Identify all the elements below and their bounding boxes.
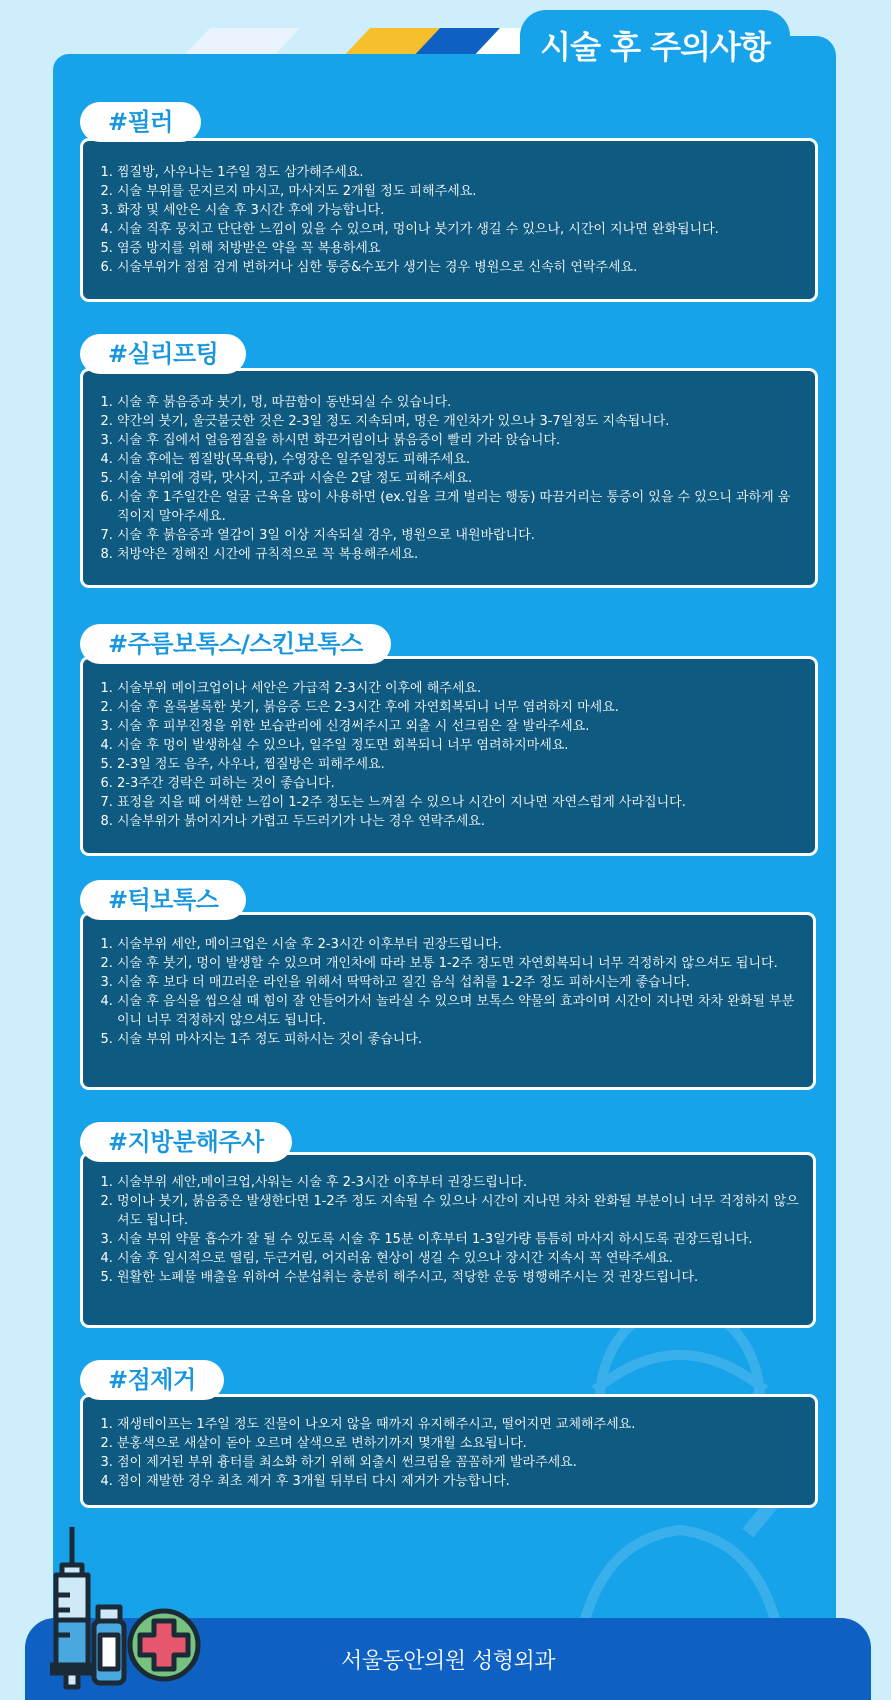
list-item: 8. 처방약은 정해진 시간에 규칙적으로 꼭 복용해주세요.	[117, 545, 801, 564]
section-fat-dissolving	[80, 1122, 816, 1328]
section-box	[80, 1394, 818, 1508]
syringe-icon	[50, 1525, 205, 1690]
section-wrinkle-botox	[80, 624, 818, 856]
list-item: 6. 시술부위가 점점 검게 변하거나 심한 통증&수포가 생기는 경우 병원으로 신속히 연락주세요.	[117, 258, 801, 277]
list-item: 3. 점이 제거된 부위 흉터를 최소화 하기 위해 외출시 썬크림을 꼼꼼하게 발라주세요.	[117, 1453, 801, 1472]
list-item: 2. 시술 부위를 문지르지 마시고, 마사지도 2개월 정도 피해주세요.	[117, 182, 801, 201]
instruction-list	[83, 659, 815, 831]
list-item: 1. 시술부위 메이크업이나 세안은 가급적 2-3시간 이후에 해주세요.	[117, 679, 801, 698]
instruction-list	[83, 1397, 815, 1491]
section-tag: #턱보톡스	[80, 880, 246, 920]
list-item: 4. 점이 재발한 경우 최초 제거 후 3개월 뒤부터 다시 제거가 가능합니다.	[117, 1472, 801, 1491]
instruction-list	[83, 1155, 813, 1287]
section-box	[80, 368, 818, 588]
section-box	[80, 138, 818, 302]
list-item: 2. 멍이나 붓기, 붉음증은 발생한다면 1-2주 정도 지속될 수 있으나 시간이 지나면 차차 완화될 부분이니 너무 걱정하지 않으셔도 됩니다.	[117, 1192, 799, 1230]
list-item: 3. 시술 후 보다 더 매끄러운 라인을 위해서 딱딱하고 질긴 음식 섭취를 1-2주 정도 피하시는게 좋습니다.	[117, 973, 799, 992]
medical-cross-icon	[130, 1611, 198, 1679]
list-item: 4. 시술 후 음식을 씹으실 때 힘이 잘 안들어가서 놀라실 수 있으며 보톡스 약물의 효과이며 시간이 지나면 차차 완화될 부분이니 너무 걱정하지 않으셔도 됩니다.	[117, 992, 799, 1030]
list-item: 3. 화장 및 세안은 시술 후 3시간 후에 가능합니다.	[117, 201, 801, 220]
list-item: 5. 시술 부위에 경락, 맛사지, 고주파 시술은 2달 정도 피해주세요.	[117, 469, 801, 488]
list-item: 2. 시술 후 올록볼록한 붓기, 붉음증 드은 2-3시간 후에 자연회복되니 너무 염려하지 마세요.	[117, 698, 801, 717]
list-item: 5. 2-3일 정도 음주, 사우나, 찜질방은 피해주세요.	[117, 755, 801, 774]
list-item: 1. 시술 후 붉음증과 붓기, 멍, 따끔함이 동반되실 수 있습니다.	[117, 393, 801, 412]
list-item: 5. 염증 방지를 위해 처방받은 약을 꼭 복용하세요	[117, 239, 801, 258]
section-tag: #필러	[80, 102, 201, 142]
section-box	[80, 912, 816, 1090]
list-item: 5. 원활한 노폐물 배출을 위하여 수분섭취는 충분히 해주시고, 적당한 운동 병행해주시는 것 권장드립니다.	[117, 1268, 799, 1287]
medicine-bottle-icon	[94, 1607, 124, 1683]
section-tag: #실리프팅	[80, 334, 246, 374]
section-tag: #점제거	[80, 1360, 224, 1400]
section-filler	[80, 102, 818, 302]
list-item: 2. 시술 후 붓기, 멍이 발생할 수 있으며 개인차에 따라 보통 1-2주 정도면 자연회복되니 너무 걱정하지 않으셔도 됩니다.	[117, 954, 799, 973]
list-item: 1. 찜질방, 사우나는 1주일 정도 삼가해주세요.	[117, 163, 801, 182]
list-item: 4. 시술 후에는 찜질방(목욕탕), 수영장은 일주일정도 피해주세요.	[117, 450, 801, 469]
list-item: 6. 2-3주간 경락은 피하는 것이 좋습니다.	[117, 774, 801, 793]
section-mole-removal	[80, 1360, 818, 1508]
list-item: 3. 시술 후 피부진정을 위한 보습관리에 신경써주시고 외출 시 선크림은 잘 발라주세요.	[117, 717, 801, 736]
instruction-list	[83, 371, 815, 564]
list-item: 1. 시술부위 세안,메이크업,사워는 시술 후 2-3시간 이후부터 권장드립니다.	[117, 1173, 799, 1192]
list-item: 3. 시술 후 집에서 얼음찜질을 하시면 화끈거림이나 붉음증이 빨리 가라 앉습니다.	[117, 431, 801, 450]
section-jaw-botox	[80, 880, 816, 1090]
list-item: 8. 시술부위가 붉어지거나 가렵고 두드러기가 나는 경우 연락주세요.	[117, 812, 801, 831]
list-item: 4. 시술 후 일시적으로 떨림, 두근거림, 어지러움 현상이 생길 수 있으나 장시간 지속시 꼭 연락주세요.	[117, 1249, 799, 1268]
list-item: 4. 시술 후 멍이 발생하실 수 있으나, 일주일 정도면 회복되니 너무 염려하지마세요.	[117, 736, 801, 755]
list-item: 5. 시술 부위 마사지는 1주 정도 피하시는 것이 좋습니다.	[117, 1030, 799, 1049]
section-box	[80, 656, 818, 856]
instruction-list	[83, 915, 813, 1049]
list-item: 3. 시술 부위 약물 흡수가 잘 될 수 있도록 시술 후 15분 이후부터 1-3일가량 틈틈히 마사지 하시도록 권장드립니다.	[117, 1230, 799, 1249]
clinic-name: 서울동안의원 성형외과	[340, 1649, 555, 1674]
section-thread-lifting	[80, 334, 818, 588]
list-item: 2. 분홍색으로 새살이 돋아 오르며 살색으로 변하기까지 몇개월 소요됩니다.	[117, 1434, 801, 1453]
section-tag: #지방분해주사	[80, 1122, 292, 1162]
list-item: 6. 시술 후 1주일간은 얼굴 근육을 많이 사용하면 (ex.입을 크게 벌리는 행동) 따끔거리는 통증이 있을 수 있으니 과하게 움직이지 말아주세요.	[117, 488, 801, 526]
section-tag: #주름보톡스/스킨보톡스	[80, 624, 391, 664]
list-item: 4. 시술 직후 뭉치고 단단한 느낌이 있을 수 있으며, 멍이나 붓기가 생길 수 있으나, 시간이 지나면 완화됩니다.	[117, 220, 801, 239]
list-item: 7. 시술 후 붉음증과 열감이 3일 이상 지속되실 경우, 병원으로 내원바랍니다.	[117, 526, 801, 545]
page-title: 시술 후 주의사항	[540, 28, 770, 66]
instruction-list	[83, 141, 815, 277]
list-item: 2. 약간의 붓기, 울긋불긋한 것은 2-3일 정도 지속되며, 멍은 개인차가 있으나 3-7일정도 지속됩니다.	[117, 412, 801, 431]
list-item: 7. 표정을 지을 때 어색한 느낌이 1-2주 정도는 느껴질 수 있으나 시간이 지나면 자연스럽게 사라집니다.	[117, 793, 801, 812]
list-item: 1. 재생테이프는 1주일 정도 진물이 나오지 않을 때까지 유지해주시고, 떨어지면 교체해주세요.	[117, 1415, 801, 1434]
section-box	[80, 1152, 816, 1328]
list-item: 1. 시술부위 세안, 메이크업은 시술 후 2-3시간 이후부터 권장드립니다.	[117, 935, 799, 954]
